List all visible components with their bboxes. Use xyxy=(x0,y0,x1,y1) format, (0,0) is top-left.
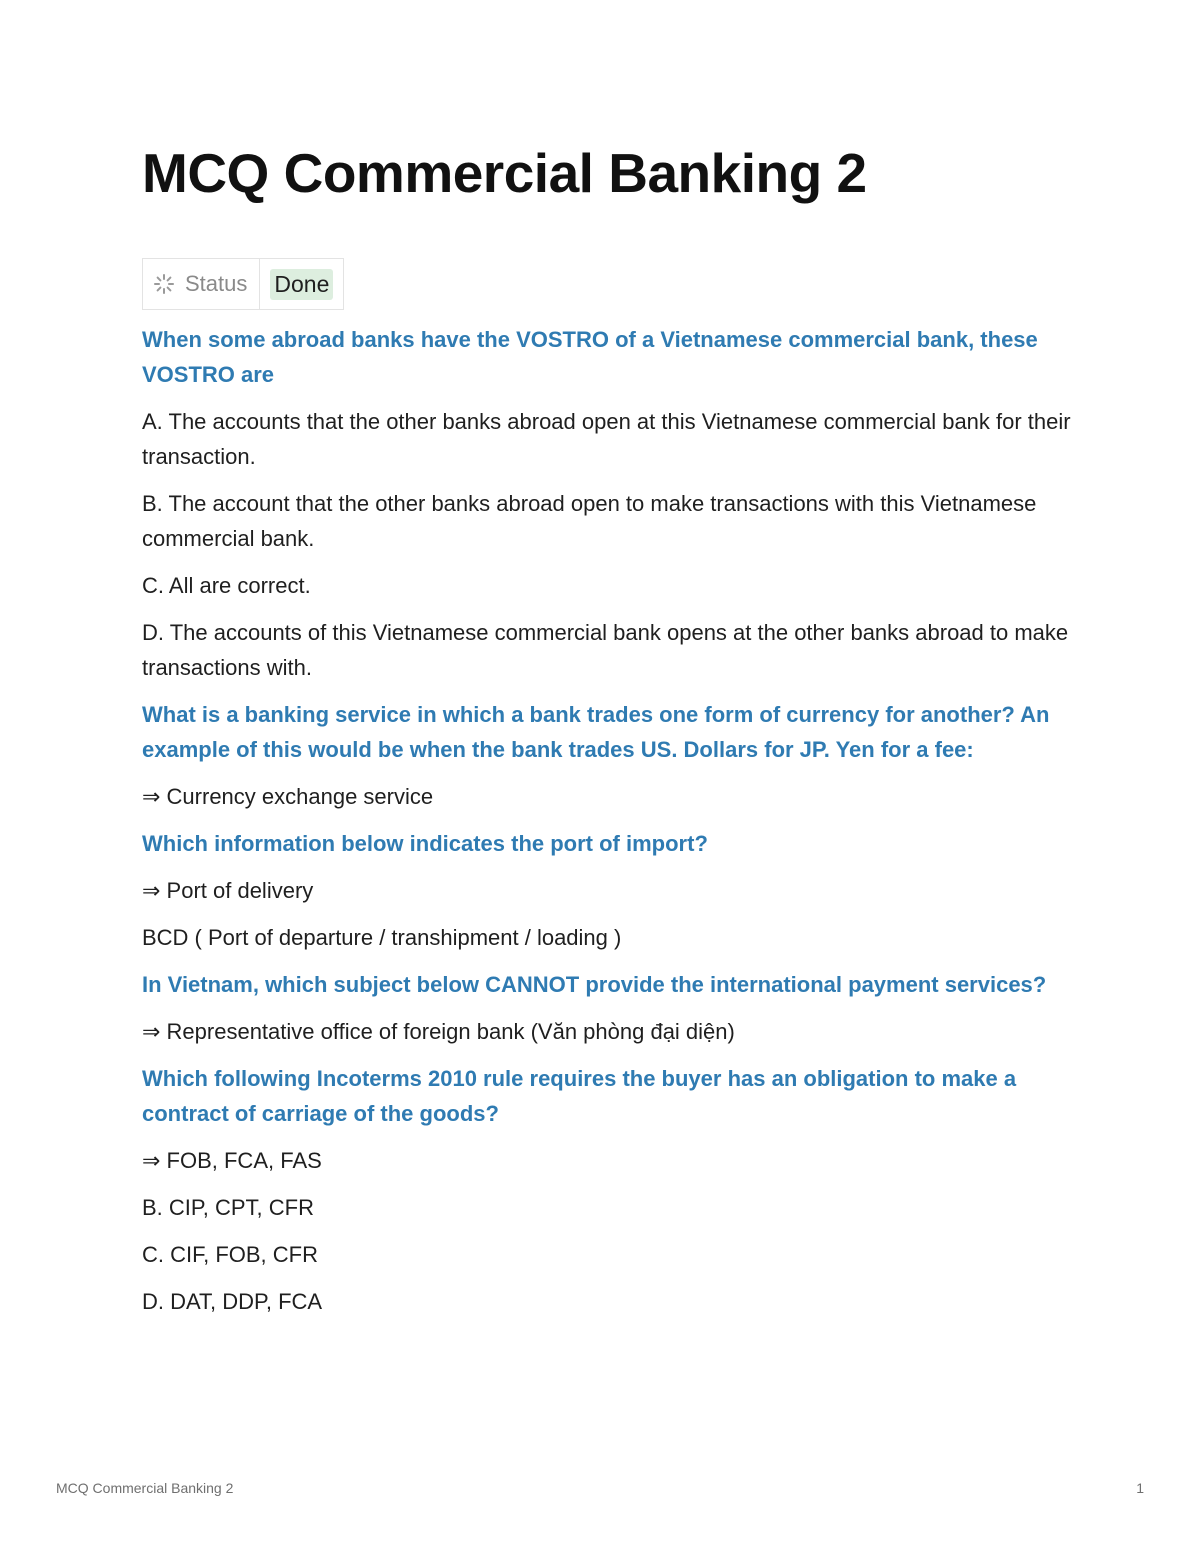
question-text: Which information below indicates the port of import? xyxy=(142,831,708,856)
question-text: Which following Incoterms 2010 rule requires the buyer has an obligation to make a contract of carriage of the goods? xyxy=(142,1066,1017,1126)
property-value-cell[interactable] xyxy=(260,259,343,309)
footer-page-number: 1 xyxy=(1136,1480,1144,1496)
answer-text: C. CIF, FOB, CFR xyxy=(142,1242,318,1267)
answer-text: BCD ( Port of departure / transhipment / loading ) xyxy=(142,925,622,950)
answer-text: B. The account that the other banks abroad open to make transactions with this Vietnamese commercial bank. xyxy=(142,491,1037,551)
document-body xyxy=(142,322,1072,1331)
answer-text: D. The accounts of this Vietnamese commercial bank opens at the other banks abroad to make transactions with. xyxy=(142,620,1069,680)
question-text: What is a banking service in which a bank trades one form of currency for another? An example of this would be when the bank trades US. Dollars for JP. Yen for a fee: xyxy=(142,702,1050,762)
answer-text: D. DAT, DDP, FCA xyxy=(142,1289,323,1314)
property-name-cell xyxy=(143,259,260,309)
footer-doc-title: MCQ Commercial Banking 2 xyxy=(56,1480,234,1496)
question-text: In Vietnam, which subject below CANNOT provide the international payment services? xyxy=(142,972,1047,997)
answer-text: ⇒ Currency exchange service xyxy=(142,784,434,809)
loading-spinner-icon xyxy=(153,273,175,295)
answer-text: ⇒ FOB, FCA, FAS xyxy=(142,1148,322,1173)
property-row xyxy=(142,258,344,310)
question-text: When some abroad banks have the VOSTRO of a Vietnamese commercial bank, these VOSTRO are xyxy=(142,327,1038,387)
page-title: MCQ Commercial Banking 2 xyxy=(142,142,867,204)
answer-text: ⇒ Port of delivery xyxy=(142,878,314,903)
answer-text: A. The accounts that the other banks abroad open at this Vietnamese commercial bank for their transaction. xyxy=(142,409,1071,469)
property-name: Status xyxy=(185,271,248,296)
answer-text: ⇒ Representative office of foreign bank (Văn phòng đại diện) xyxy=(142,1019,735,1044)
answer-text: B. CIP, CPT, CFR xyxy=(142,1195,314,1220)
status-badge: Done xyxy=(270,269,333,300)
answer-text: C. All are correct. xyxy=(142,573,311,598)
